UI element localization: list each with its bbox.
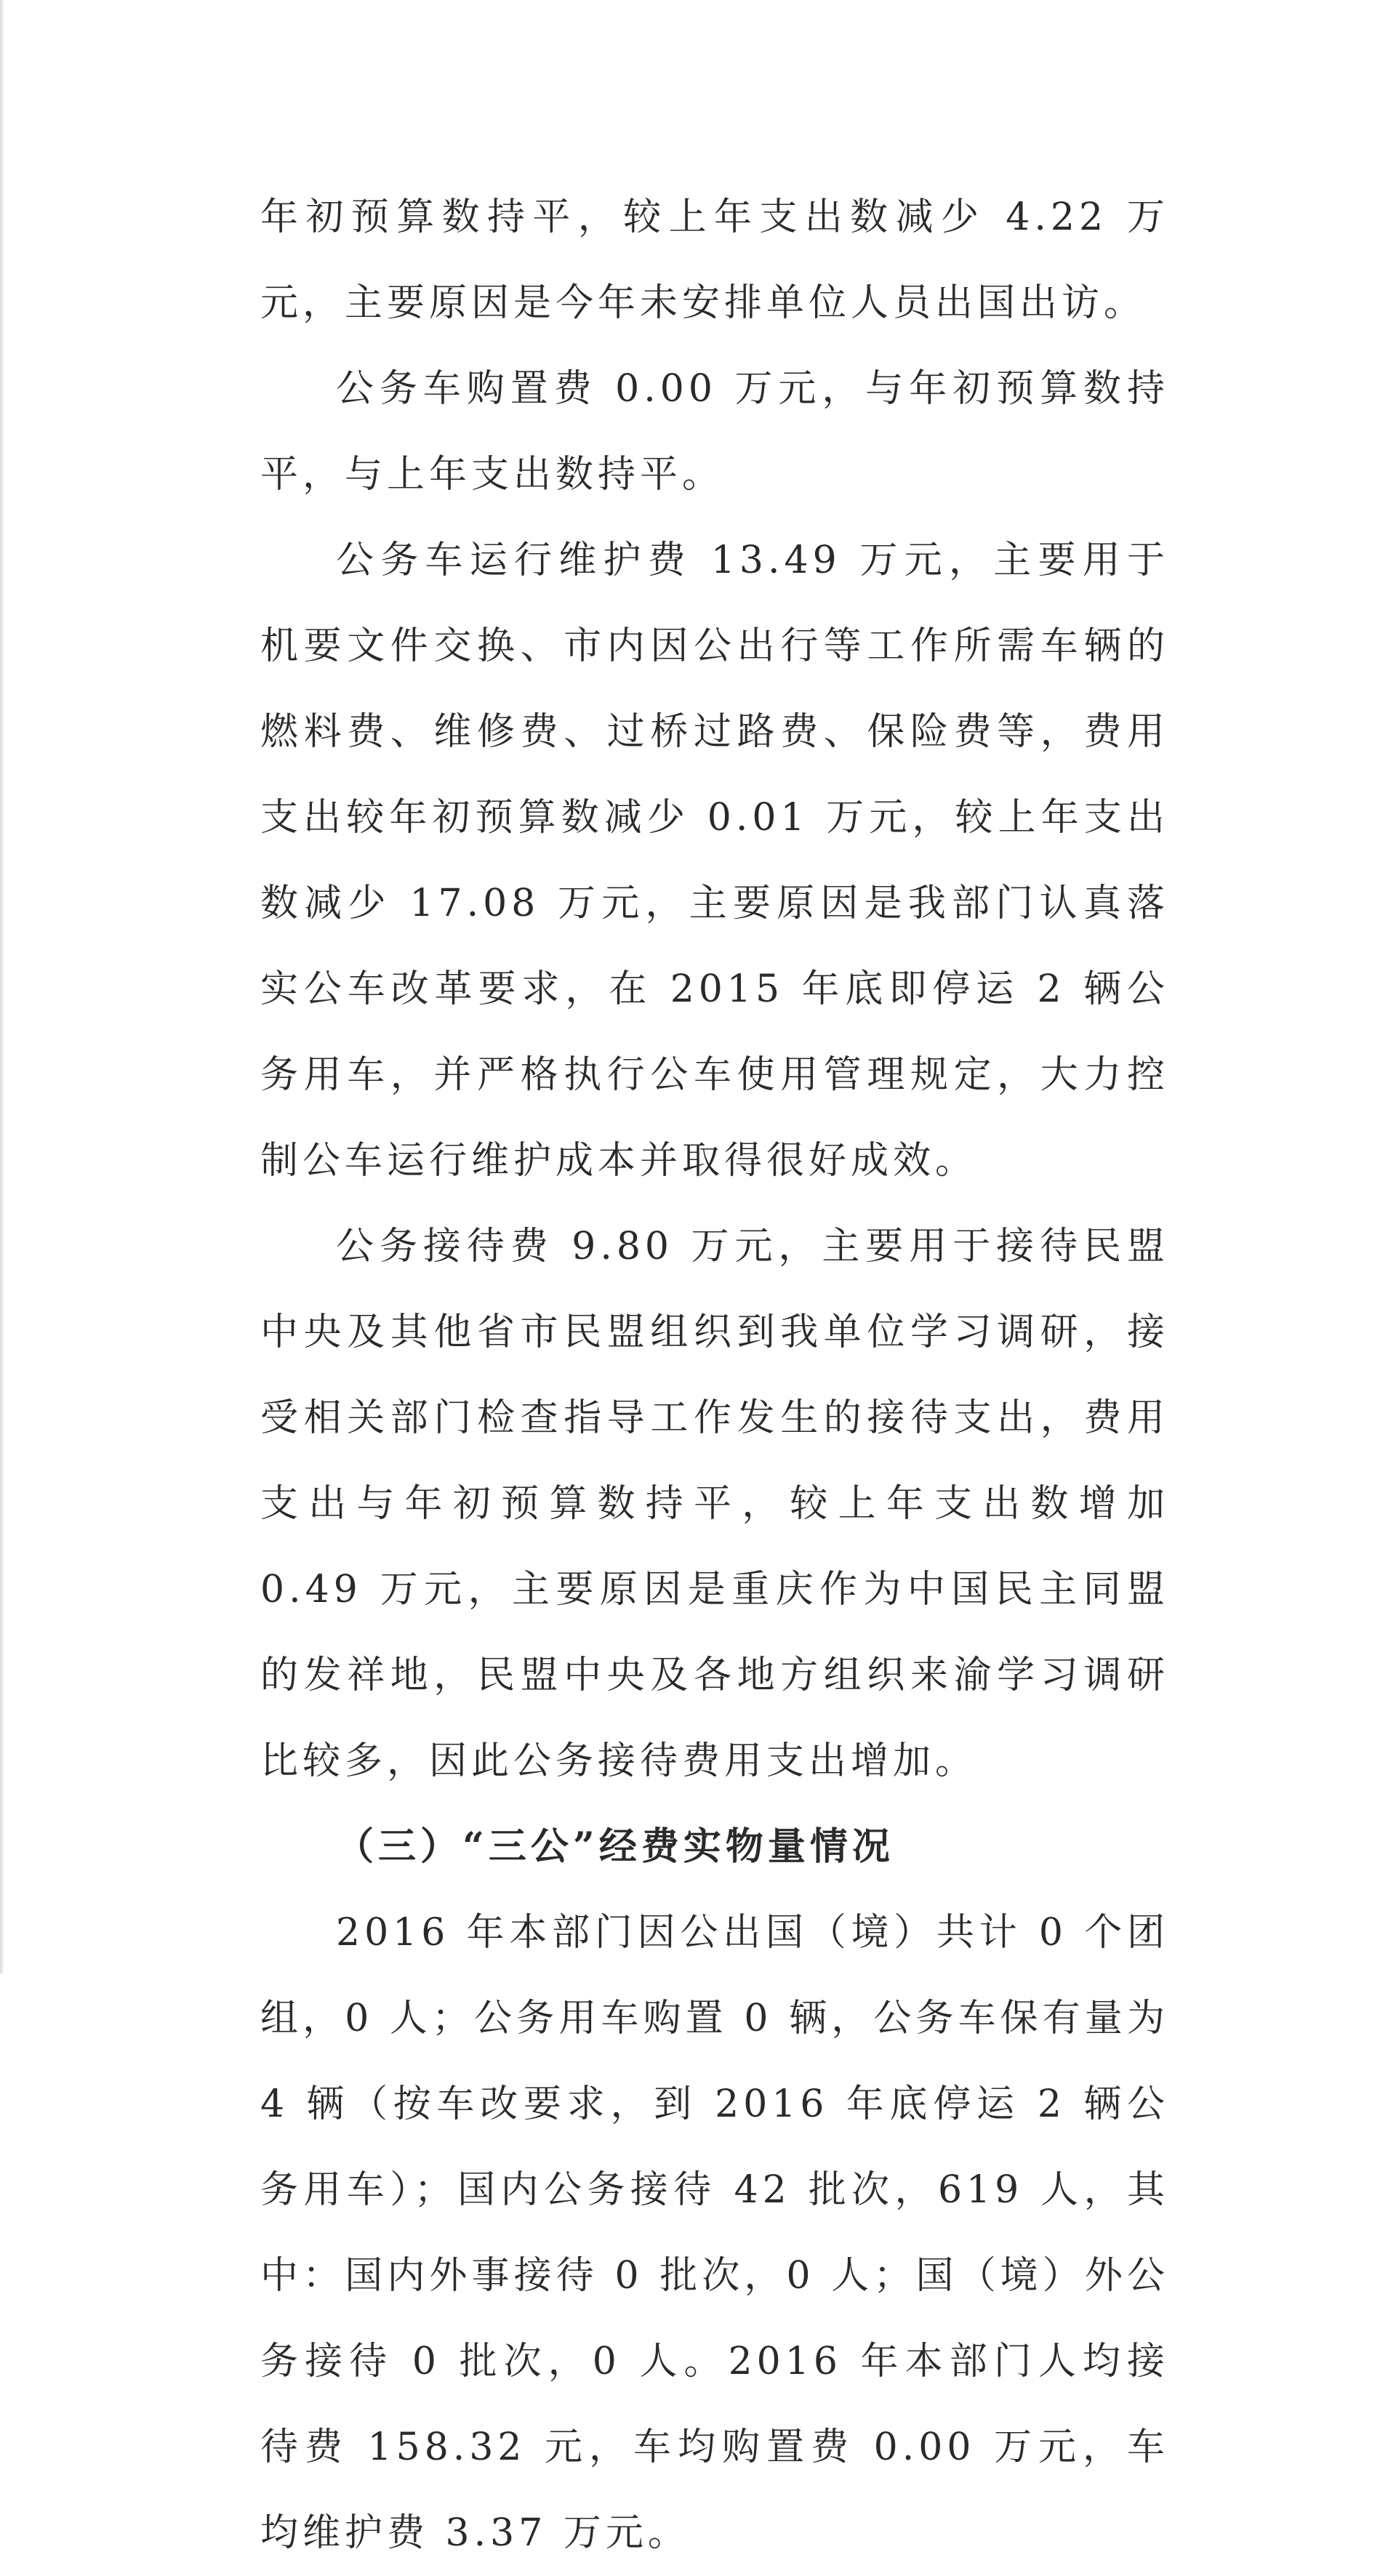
paragraph-1: 年初预算数持平，较上年支出数减少 4.22 万元，主要原因是今年未安排单位人员出国出访。 <box>260 196 1169 325</box>
paragraph-5: 2016 年本部门因公出国（境）共计 0 个团组，0 人；公务用车购置 0 辆，公务车保有量为 4 辆（按车改要求，到 2016 年底停运 2 辆公务用车）；国内公务接待 42 批次，619 人，其中：国内外事接待 0 批次，0 人；国（境）外公务接待 0 批次，0 人。2016 年本部门人均接待费 158.32 元，车均购置费 0.00 万元，车均维护费 3.37 万元。 <box>260 1911 1169 2555</box>
paragraph-3: 公务车运行维护费 13.49 万元，主要用于机要文件交换、市内因公出行等工作所需车辆的燃料费、维修费、过桥过路费、保险费等，费用支出较年初预算数减少 0.01 万元，较上年支出数减少 17.08 万元，主要原因是我部门认真落实公车改革要求，在 2015 年底即停运 2 辆公务用车，并严格执行公车使用管理规定，大力控制公车运行维护成本并取得很好成效。 <box>260 539 1169 1183</box>
paragraph-2: 公务车购置费 0.00 万元，与年初预算数持平，与上年支出数持平。 <box>260 367 1169 496</box>
paragraph-4: 公务接待费 9.80 万元，主要用于接待民盟中央及其他省市民盟组织到我单位学习调研，接受相关部门检查指导工作发生的接待支出，费用支出与年初预算数持平，较上年支出数增加 0.49 万元，主要原因是重庆作为中国民主同盟的发祥地，民盟中央及各地方组织来渝学习调研比较多，因此公务接待费用支出增加。 <box>260 1225 1169 1783</box>
scan-page-edge <box>0 0 4 1973</box>
section-heading: （三）“三公”经费实物量情况 <box>336 1824 894 1869</box>
document-body <box>260 174 1169 2576</box>
